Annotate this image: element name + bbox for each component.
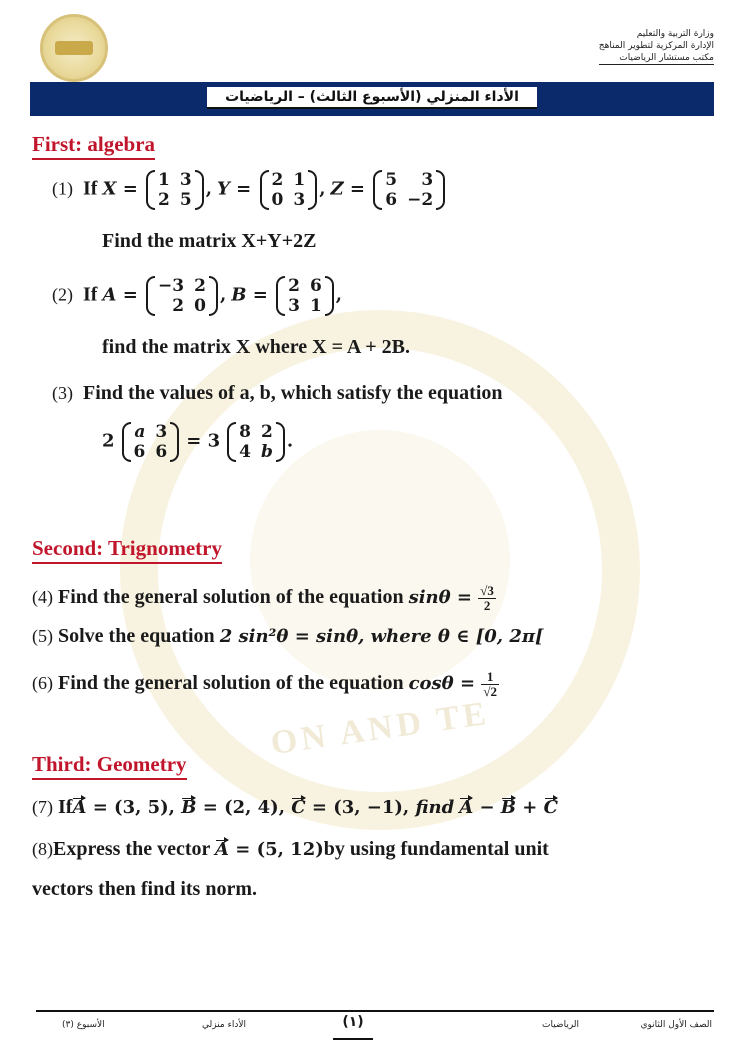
question-number: (6): [32, 673, 53, 694]
question-3: [52, 382, 503, 405]
matrix-z: 5 3 6 −2: [373, 170, 445, 210]
watermark-center: [250, 430, 510, 690]
matrix-x: 1 3 2 5: [146, 170, 204, 210]
question-6: (6) Find the general solution of the equation cosθ = $\frac{1}{√2}$: [32, 669, 497, 699]
question-5: [32, 625, 544, 648]
question-6-text: Find the general solution of the equation: [58, 672, 404, 695]
question-3-equation: 2 a 3 6 6 = 3 8 2 4 b .: [102, 422, 294, 462]
question-8: (8)Express the vector A = (5, 12)by using fundamental unit: [32, 838, 549, 860]
question-number: (7): [32, 797, 53, 817]
footer-divider: [36, 1010, 714, 1012]
fraction-sqrt3-over-2: $\frac{√3}{2}$: [480, 583, 494, 613]
question-8-text-b: by using fundamental unit: [323, 838, 549, 860]
footer-subject: الرياضيات: [542, 1020, 580, 1030]
matrix-y: 2 1 0 3: [260, 170, 318, 210]
matrix-a: −3 2 2 0: [146, 276, 218, 316]
question-1: (1) If X = 1 3 2 5 , Y = 2 1 0 3 , Z = 5 3 6 −2: [52, 170, 447, 210]
matrix-b: 2 6 3 1: [276, 276, 334, 316]
question-number: (8): [32, 839, 53, 859]
question-2-task: find the matrix X where X = A + 2B.: [102, 336, 410, 358]
question-4: (4) Find the general solution of the equation sinθ = $\frac{√3}{2}$: [32, 583, 494, 613]
watermark-text: ON AND TE: [268, 694, 492, 763]
question-5-text: Solve the equation: [58, 625, 215, 647]
question-number: (2): [52, 284, 73, 305]
logo-emblem: [55, 41, 93, 55]
footer-grade: الصف الأول الثانوي: [640, 1020, 712, 1030]
question-4-text: Find the general solution of the equation: [58, 586, 404, 609]
ministry-line: الإدارة المركزية لتطوير المناهج: [598, 41, 714, 51]
question-number: (1): [52, 178, 73, 199]
footer-week: الأسبوع (٣): [62, 1020, 105, 1030]
question-8-continued: vectors then find its norm.: [32, 878, 257, 900]
fraction-1-over-sqrt2: $\frac{1}{√2}$: [483, 669, 497, 699]
question-number: (4): [32, 587, 53, 608]
section-heading-geometry: Third: Geometry: [32, 752, 187, 780]
matrix-m1: a 3 6 6: [122, 422, 180, 462]
page-number: (١): [333, 1014, 373, 1040]
section-heading-trigonometry: Second: Trignometry: [32, 536, 222, 564]
section-heading-algebra: First: algebra: [32, 132, 155, 160]
question-number: (3): [52, 383, 73, 403]
matrix-m2: 8 2 4 b: [227, 422, 285, 462]
question-1-task: Find the matrix X+Y+2Z: [102, 230, 317, 252]
if-label: If: [58, 796, 73, 818]
ministry-header: [599, 28, 714, 65]
if-label: If: [83, 283, 98, 306]
ministry-logo: [40, 14, 108, 82]
ministry-line: وزارة التربية والتعليم: [636, 29, 714, 39]
question-2: (2) If A = −3 2 2 0 , B = 2 6 3 1 ,: [52, 276, 343, 316]
page-title: الأداء المنزلي (الأسبوع الثالث) – الرياضيات: [207, 87, 537, 109]
question-7: (7) IfA = (3, 5), B = (2, 4), C = (3, −1), find A − B + C: [32, 796, 558, 818]
question-8-text-a: Express the vector: [53, 838, 211, 860]
question-number: (5): [32, 626, 53, 646]
footer-type: الأداء منزلي: [202, 1020, 246, 1030]
ministry-line: مكتب مستشار الرياضيات: [599, 52, 714, 65]
question-5-expression: 2 sin²θ = sinθ, where θ ∈ [0, 2π[: [219, 626, 544, 647]
question-3-text: Find the values of a, b, which satisfy the equation: [83, 382, 503, 404]
title-bar: [30, 82, 714, 116]
if-label: If: [83, 177, 98, 200]
